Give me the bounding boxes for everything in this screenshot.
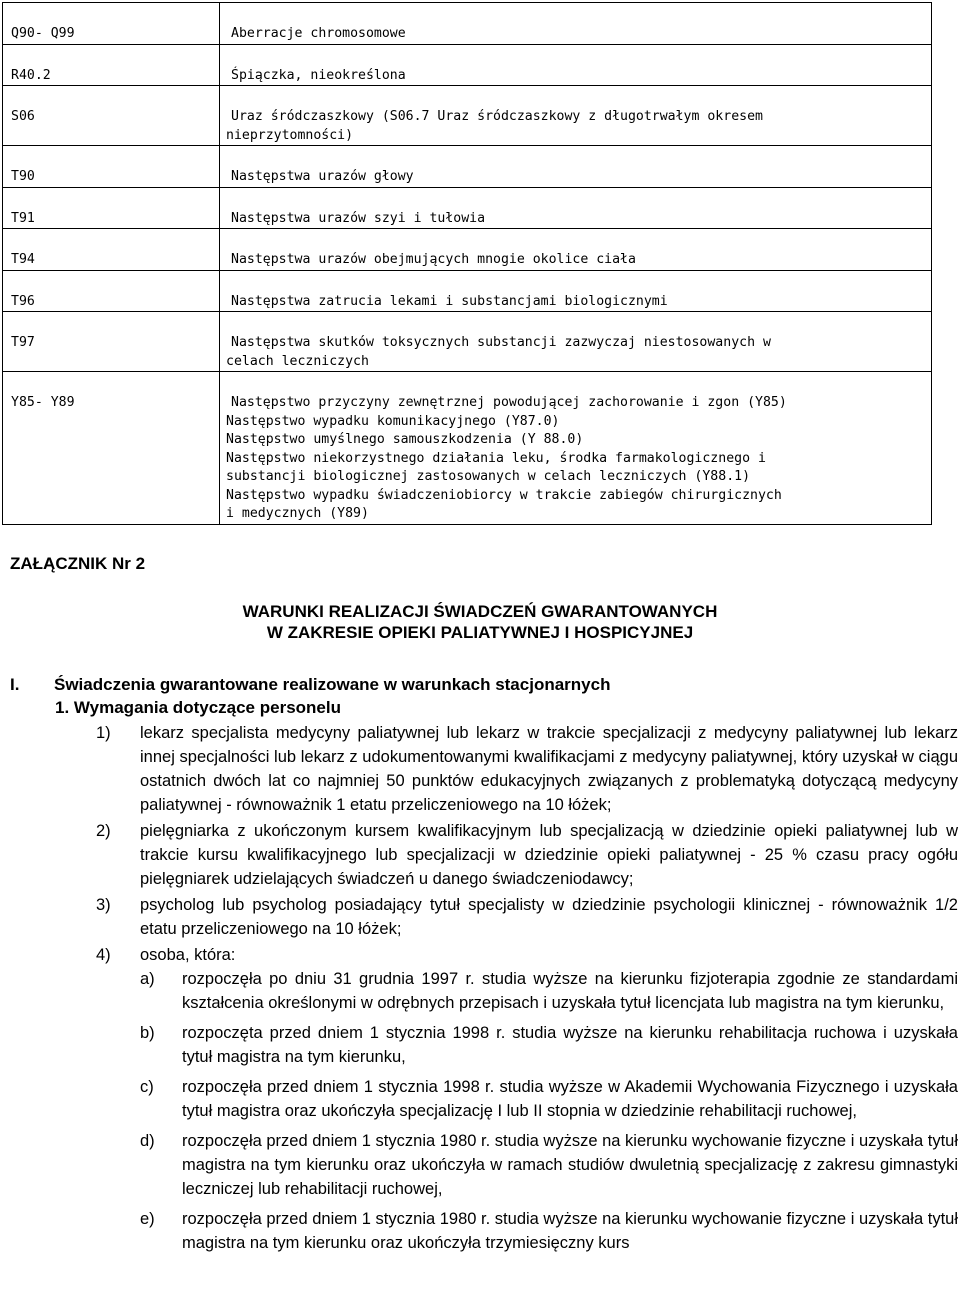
section-number: I. [10,675,20,694]
description-cell [220,3,932,45]
icd-code-cell: T91 [3,187,220,229]
list-marker: 2) [96,822,111,840]
sublist-item-text: rozpoczęta przed dniem 1 stycznia 1998 r. studia wyższe na kierunku rehabilitacja ruchowa i uzyskała tytuł magistra na tym kierunku, [182,1024,958,1066]
description-line: Następstwa zatrucia lekami i substancjami biologicznymi [231,293,668,309]
icd-code-cell: R40.2 [3,44,220,86]
icd-code-cell: Q90- Q99 [3,3,220,45]
list-item-text: psycholog lub psycholog posiadający tytuł specjalisty w dziedzinie psychologii klinicznej - równoważnik 1/2 etatu przeliczeniowego na 10 łóżek; [140,896,958,938]
heading-line-2: W ZAKRESIE OPIEKI PALIATYWNEJ I HOSPICYJNEJ [266,623,694,642]
list-item-text: pielęgniarka z ukończonym kursem kwalifikacyjnym lub specjalizacją w dziedzinie opieki paliatywnej lub w trakcie kursu kwalifikacyjnego lub specjalizacji w dziedzinie opieki paliatywnej - 25 % czasu pracy ogółu pielęgniarek udzielających świadczeń u danego świadczeniodawcy; [140,822,958,888]
heading-line-1: WARUNKI REALIZACJI ŚWIADCZEŃ GWARANTOWANYCH [242,602,718,621]
table-row [3,312,932,372]
list-item-text: lekarz specjalista medycyny paliatywnej lub lekarz w trakcie specjalizacji z medycyny paliatywnej lub lekarz innej specjalności lub lekarz z udokumentowanymi kwalifikacjami z medycyny paliatywnej, który uzyskał w ciągu ostatnich dwóch lat co najmniej 50 punktów edukacyjnych związanych z problematyką dotyczącą medycyny paliatywnej - równoważnik 1 etatu przeliczeniowego na 10 łóżek; [140,724,958,814]
icd-code-cell: T94 [3,229,220,271]
description-line: Następstwo wypadku świadczeniobiorcy w trakcie zabiegów chirurgicznych [226,487,782,503]
section-heading [10,674,610,696]
description-line: Następstwo niekorzystnego działania leku, środka farmakologicznego i [226,450,766,466]
sublist [96,967,958,1255]
description-cell [220,187,932,229]
sublist-item [96,1075,958,1123]
list-item [96,943,958,967]
description-line: Aberracje chromosomowe [231,26,406,41]
description-line: Następstwa urazów szyi i tułowia [231,210,486,226]
description-line: Następstwo wypadku komunikacyjnego (Y87.0) [226,413,560,429]
description-cell [220,312,932,372]
table-row [3,44,932,86]
icd-code-cell: Y85- Y89 [3,372,220,525]
description-cell [220,270,932,312]
description-line: nieprzytomności) [226,127,354,143]
description-cell [220,229,932,271]
sublist-marker: a) [140,970,155,988]
subsection-number: 1. [55,698,70,717]
list-item [96,893,958,941]
description-line: i medycznych (Y89) [226,506,369,521]
sublist-item [96,1021,958,1069]
description-line: Następstwo umyślnego samouszkodzenia (Y 88.0) [226,432,584,447]
sublist-item-text: rozpoczęła przed dniem 1 stycznia 1980 r. studia wyższe na kierunku wychowanie fizyczne i uzyskała tytuł magistra na tym kierunku oraz ukończyła w ramach studiów dwuletnią specjalizację z zakresu gimnastyki leczniczej lub rehabilitacji ruchowej, [182,1132,958,1198]
sublist-marker: d) [140,1132,155,1150]
document-heading [0,601,960,643]
sublist-marker: b) [140,1024,155,1042]
list-marker: 4) [96,946,111,964]
sublist-item [96,1207,958,1255]
list-item-text: osoba, która: [140,946,236,964]
description-line: Następstwa urazów głowy [231,169,414,184]
icd-code-table [2,2,932,525]
sublist-item [96,1129,958,1201]
table-row [3,229,932,271]
icd-code-cell: S06 [3,86,220,146]
list-marker: 3) [96,896,111,914]
table-row [3,146,932,188]
sublist-item-text: rozpoczęła przed dniem 1 stycznia 1980 r. studia wyższe na kierunku wychowanie fizyczne i uzyskała tytuł magistra na tym kierunku oraz ukończyła trzymiesięczny kurs [182,1210,958,1252]
icd-code-cell: T96 [3,270,220,312]
table-row [3,270,932,312]
description-cell [220,372,932,525]
sublist-marker: e) [140,1210,155,1228]
subsection-title: Wymagania dotyczące personelu [73,698,341,717]
table-row [3,3,932,45]
sublist-item-text: rozpoczęła po dniu 31 grudnia 1997 r. studia wyższe na kierunku fizjoterapia zgodnie ze standardami kształcenia określonymi w odrębnych przepisach i uzyskała tytuł licencjata lub magistra na tym kierunku, [182,970,958,1012]
requirements-list [96,721,958,1255]
table-row [3,372,932,525]
description-cell [220,44,932,86]
description-line: substancji biologicznej zastosowanych w celach leczniczych (Y88.1) [226,469,751,484]
description-line: Następstwa urazów obejmujących mnogie okolice ciała [231,252,636,267]
sublist-item [96,967,958,1015]
table-row [3,187,932,229]
description-cell [220,86,932,146]
list-item [96,819,958,891]
description-line: celach leczniczych [226,353,369,369]
description-line: Następstwa skutków toksycznych substancji zazwyczaj niestosowanych w [231,335,771,350]
annex-title: ZAŁĄCZNIK Nr 2 [10,554,146,573]
description-line: Następstwo przyczyny zewnętrznej powodującej zachorowanie i zgon (Y85) [231,395,787,410]
icd-code-cell: T90 [3,146,220,188]
list-item [96,721,958,817]
sublist-item-text: rozpoczęła przed dniem 1 stycznia 1998 r. studia wyższe w Akademii Wychowania Fizycznego i uzyskała tytuł magistra oraz ukończyła specjalizację I lub II stopnia w dziedzinie rehabilitacji ruchowej, [182,1078,958,1120]
icd-code-cell: T97 [3,312,220,372]
table-row [3,86,932,146]
subsection-heading [55,697,341,719]
description-line: Śpiączka, nieokreślona [231,67,406,83]
description-cell [220,146,932,188]
description-line: Uraz śródczaszkowy (S06.7 Uraz śródczaszkowy z długotrwałym okresem [231,109,763,124]
list-marker: 1) [96,724,111,742]
section-title: Świadczenia gwarantowane realizowane w warunkach stacjonarnych [54,675,611,694]
sublist-marker: c) [140,1078,154,1096]
